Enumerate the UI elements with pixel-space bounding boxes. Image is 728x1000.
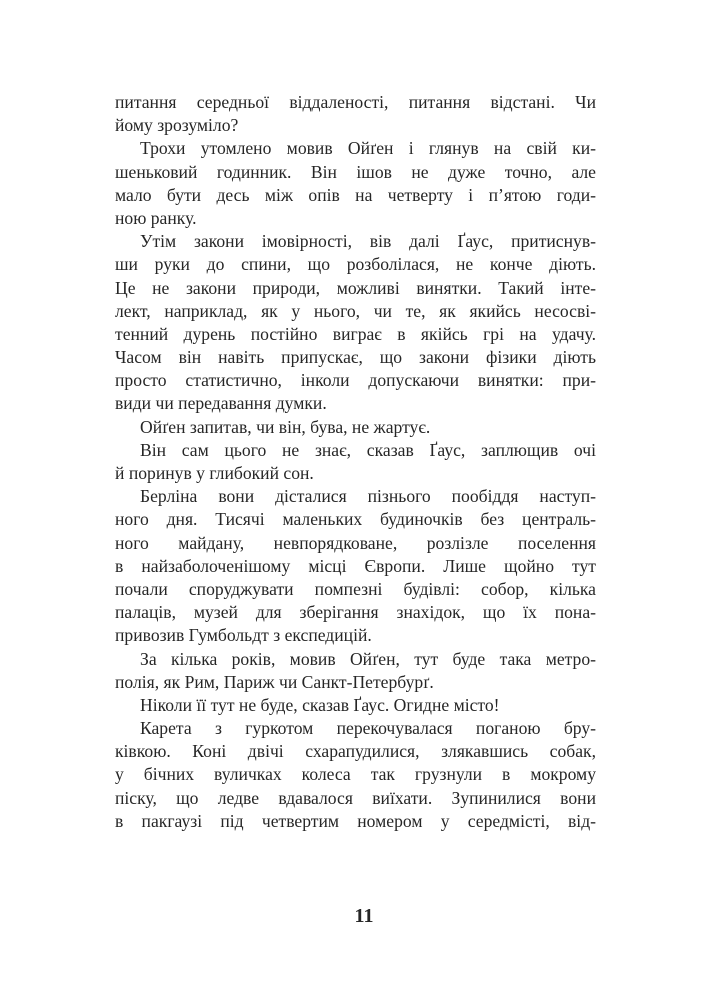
text-line: йому зрозуміло? [115,115,239,136]
text-line: ного дня. Тисячі маленьких будиночків без централь- [115,509,596,530]
paragraph [115,439,596,485]
text-line: полія, як Рим, Париж чи Санкт-Петербурґ. [115,671,434,692]
text-line: почали споруджувати помпезні будівлі: собор, кілька [115,578,596,599]
paragraph [115,694,596,717]
text-line: Трохи утомлено мовив Ойґен і глянув на свій ки- [140,138,596,159]
text-line: Це не закони природи, можливі винятки. Такий інте- [115,277,596,298]
text-line: в пакгаузі під четвертим номером у середмісті, від- [115,810,596,831]
text-line: привозив Гумбольдт з експедицій. [115,625,372,646]
text-line: ківкою. Коні двічі схарапудилися, злякавшись собак, [115,741,596,762]
text-line: тенний дурень постійно виграє в якійсь грі на удачу. [115,323,596,344]
text-line: у бічних вуличках колеса так грузнули в мокрому [115,764,596,785]
paragraph [115,648,596,694]
paragraph [115,717,596,833]
paragraph [115,485,596,647]
text-line: Часом він навіть припускає, що закони фізики діють [115,347,596,368]
text-line: Ніколи її тут не буде, сказав Ґаус. Огидне місто! [140,694,500,715]
body-text [115,91,596,833]
paragraph [115,137,596,230]
text-line: питання середньої віддаленості, питання відстані. Чи [115,92,596,112]
text-line: Карета з гуркотом перекочувалася поганою бру- [140,718,596,739]
text-line: ного майдану, невпорядковане, розлізле поселення [115,532,596,553]
text-line: Берліна вони дісталися пізнього пообіддя наступ- [140,486,596,507]
text-line: лект, наприклад, як у нього, чи те, як якийсь несосві- [115,300,596,321]
paragraph [115,91,596,137]
text-line: Ойґен запитав, чи він, бува, не жартує. [140,416,431,437]
text-line: й поринув у глибокий сон. [115,463,314,483]
text-line: ши руки до спини, що розболілася, не конче діють. [115,254,596,275]
text-line: мало бути десь між опів на четверту і п’ятою годи- [115,184,596,205]
text-line: просто статистично, інколи допускаючи винятки: при- [115,370,596,391]
text-line: Утім закони імовірності, вів далі Ґаус, притиснув- [140,231,596,252]
page-number: 11 [354,905,374,927]
text-line: За кілька років, мовив Ойґен, тут буде така метро- [140,648,596,669]
paragraph [115,416,596,439]
text-line: шеньковий годинник. Він ішов не дуже точно, але [115,161,596,182]
text-line: палаців, музей для зберігання знахідок, що їх пона- [115,602,596,623]
text-line: ною ранку. [115,207,197,228]
text-line: Він сам цього не знає, сказав Ґаус, заплющив очі [140,439,596,460]
text-line: в найзаболоченішому місці Європи. Лише щойно тут [115,555,596,576]
paragraph [115,230,596,416]
text-line: види чи передавання думки. [115,393,327,414]
text-line: піску, що ледве вдавалося виїхати. Зупинилися вони [115,787,596,808]
